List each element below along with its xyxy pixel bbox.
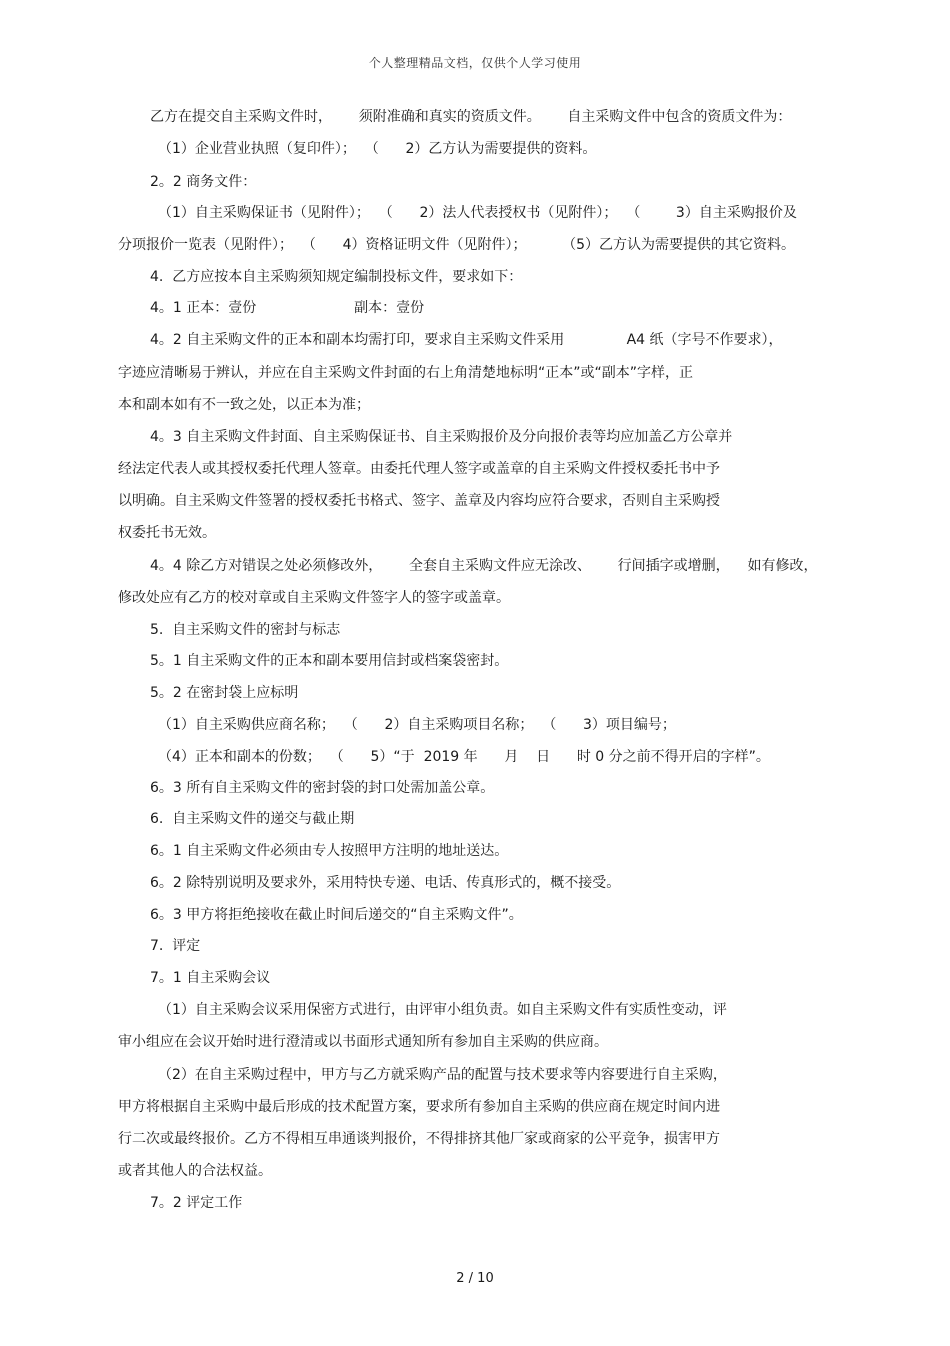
paragraph-line: 修改处应有乙方的校对章或自主采购文件签字人的签字或盖章。 [118,590,510,606]
paragraph-line: 4。2 自主采购文件的正本和副本均需打印，要求自主采购文件采用 A4 纸（字号不作要求）， [150,332,783,348]
paragraph-line: 权委托书无效。 [118,525,216,541]
section-heading: 5. 自主采购文件的密封与标志 [150,622,341,638]
paragraph-line: 字迹应清晰易于辨认，并应在自主采购文件封面的右上角清楚地标明“正本”或“副本”字样，正 [118,365,694,381]
paragraph-line: （2）在自主采购过程中，甲方与乙方就采购产品的配置与技术要求等内容要进行自主采购， [158,1067,727,1083]
paragraph-line: 7。1 自主采购会议 [150,970,271,986]
paragraph-line: 以明确。自主采购文件签署的授权委托书格式、签字、盖章及内容均应符合要求，否则自主采购授 [118,493,720,509]
paragraph-line: 分项报价一览表（见附件）； （ 4）资格证明文件（见附件）； （5）乙方认为需要提供的其它资料。 [118,237,796,253]
page-number: 2 / 10 [456,1271,494,1286]
paragraph-line: 5。1 自主采购文件的正本和副本要用信封或档案袋密封。 [150,653,509,669]
paragraph-line: （1）自主采购保证书（见附件）； （ 2）法人代表授权书（见附件）； （ 3）自主采购报价及 [158,205,797,221]
paragraph-line: 6。2 除特别说明及要求外，采用特快专递、电话、传真形式的，概不接受。 [150,875,621,891]
section-heading: 2。2 商务文件： [150,174,257,190]
section-heading: 4. 乙方应按本自主采购须知规定编制投标文件，要求如下： [150,269,523,285]
paragraph-line: 4。1 正本：壹份 副本：壹份 [150,300,425,316]
paragraph-line: 或者其他人的合法权益。 [118,1163,272,1179]
paragraph-line: 4。4 除乙方对错误之处必须修改外， 全套自主采购文件应无涂改、 行间插字或增删， 如有修改， [150,558,818,574]
page-header: 个人整理精品文档，仅供个人学习使用 [368,56,582,70]
paragraph-line: 经法定代表人或其授权委托代理人签章。由委托代理人签字或盖章的自主采购文件授权委托书中予 [118,461,720,477]
paragraph-line: （1）企业营业执照（复印件）； （ 2）乙方认为需要提供的资料。 [158,141,597,157]
paragraph-line: 乙方在提交自主采购文件时， 须附准确和真实的资质文件。 自主采购文件中包含的资质文件为： [150,109,792,125]
paragraph-line: 6。1 自主采购文件必须由专人按照甲方注明的地址送达。 [150,843,509,859]
paragraph-line: 7。2 评定工作 [150,1195,243,1211]
paragraph-line: 甲方将根据自主采购中最后形成的技术配置方案，要求所有参加自主采购的供应商在规定时间内进 [118,1099,720,1115]
paragraph-line: （1）自主采购供应商名称； （ 2）自主采购项目名称； （ 3）项目编号； [158,717,676,733]
paragraph-line: 4。3 自主采购文件封面、自主采购保证书、自主采购报价及分向报价表等均应加盖乙方公章并 [150,429,733,445]
paragraph-line: 5。2 在密封袋上应标明 [150,685,299,701]
paragraph-line: 6。3 所有自主采购文件的密封袋的封口处需加盖公章。 [150,780,495,796]
paragraph-line: 审小组应在会议开始时进行澄清或以书面形式通知所有参加自主采购的供应商。 [118,1034,608,1050]
section-heading: 7. 评定 [150,938,201,954]
paragraph-line: （4）正本和副本的份数； （ 5）“于 2019 年 月 日 时 0 分之前不得开启的字样”。 [158,749,770,765]
paragraph-line: 本和副本如有不一致之处，以正本为准； [118,397,370,413]
paragraph-line: 行二次或最终报价。乙方不得相互串通谈判报价，不得排挤其他厂家或商家的公平竞争，损害甲方 [118,1131,720,1147]
paragraph-line: （1）自主采购会议采用保密方式进行，由评审小组负责。如自主采购文件有实质性变动，评 [158,1002,727,1018]
paragraph-line: 6。3 甲方将拒绝接收在截止时间后递交的“自主采购文件”。 [150,907,523,923]
section-heading: 6. 自主采购文件的递交与截止期 [150,811,355,827]
